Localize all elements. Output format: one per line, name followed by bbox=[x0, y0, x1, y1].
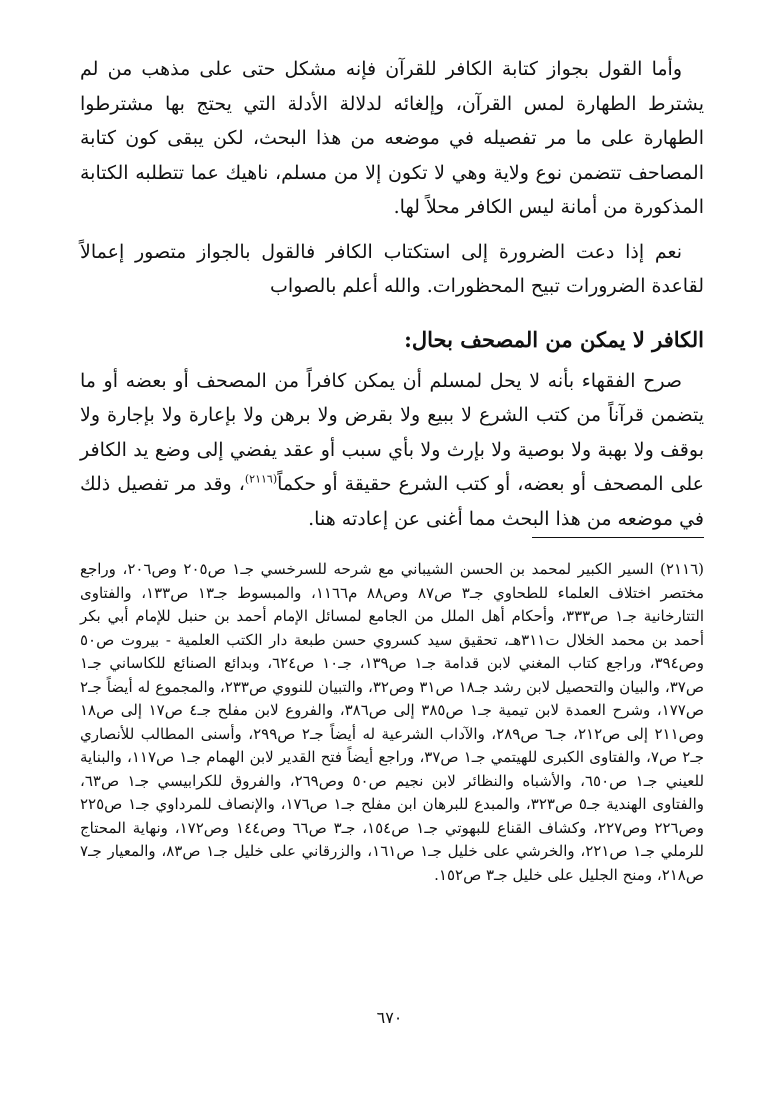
paragraph-2: نعم إذا دعت الضرورة إلى استكتاب الكافر فالقول بالجواز متصور إعمالاً لقاعدة الضرورات تبيح المحظورات. والله أعلم بالصواب bbox=[80, 240, 704, 297]
footnote-reference: (٢١١٦) bbox=[244, 472, 278, 486]
paragraph-1: وأما القول بجواز كتابة الكافر للقرآن فإنه مشكل حتى على مذهب من لم يشترط الطهارة لمس القرآن، وإلغائه لدلالة الأدلة التي يحتج بها مشترطوا الطهارة على ما مر تفصيله في موضعه من هذا البحث، لكن يبقى كون كتابة المصاحف تتضمن نوع ولاية وهي لا تكون إلا من مسلم، ناهيك عما تتطلبه الكتابة المذكورة من أمانة ليس الكافر محلاً لها. bbox=[80, 58, 704, 218]
paragraph-3 bbox=[80, 364, 704, 537]
paragraph-3-text: صرح الفقهاء بأنه لا يحل لمسلم أن يمكن كافراً من المصحف أو بعضه أو ما يتضمن قرآناً من كتب الشرع لا ببيع ولا بقرض ولا برهن ولا بإعارة ولا بإجارة ولا بوقف ولا بهبة ولا بوصية ولا بإرث ولا بأي سبب أو عقد يفضي إلى وضع يد الكافر على المصحف أو بعضه، أو كتب الشرع حقيقة أو حكماً bbox=[80, 369, 704, 495]
footnote: (٢١١٦) السير الكبير لمحمد بن الحسن الشيباني مع شرحه للسرخسي جـ١ ص٢٠٥ وص٢٠٦، وراجع مختصر اختلاف العلماء للطحاوي جـ٣ ص٨٧ وص٨٨ م١١٦٦، والمبسوط جـ١٣ ص١٣٣، والفتاوى التتارخانية جـ١ ص٣٣٣، وأحكام أهل الملل من الجامع لمسائل الإمام أحمد بن حنبل للإمام أبي بكر أحمد بن محمد الخلال ت٣١١هـ، تحقيق سيد كسروي حسن طبعة دار الكتب العلمية - بيروت ص٥٠ وص٣٩٤، وراجع كتاب المغني لابن قدامة جـ١ ص١٣٩، جـ١٠ ص٦٢٤، وبدائع الصنائع للكاساني جـ١ ص٣٧، والبيان والتحصيل لابن رشد جـ١٨ ص٣١ وص٣٢، والتبيان للنووي ص٢٣٣، والمجموع له أيضاً جـ٢ ص١٧٧، وشرح العمدة لابن تيمية جـ١ ص٣٨٥ إلى ص٣٨٦، والفروع لابن مفلح جـ٤ ص١٧ إلى ص١٨ وص٢١١ إلى ص٢١٢، جـ٦ ص٢٨٩، والآداب الشرعية له أيضاً جـ٢ ص٢٩٩، وأسنى المطالب للأنصاري جـ٢ ص٧، والفتاوى الكبرى للهيتمي جـ١ ص٣٧، وراجع أيضاً فتح القدير لابن الهمام جـ١ ص١١٧، والبناية للعيني جـ١ ص٦٥٠، والأشباه والنظائر لابن نجيم ص٥٠ وص٢٦٩، والفروق للكرابيسي جـ١ ص٦٣، والفتاوى الهندية جـ٥ ص٣٢٣، والمبدع للبرهان ابن مفلح جـ١ ص١٧٦، والإنصاف للمرداوي جـ١ ص٢٢٥ وص٢٢٦ وص٢٢٧، وكشاف القناع للبهوتي جـ١ ص١٥٤، جـ٣ ص٦٦ وص١٤٤ وص١٧٢، ونهاية المحتاج للرملي جـ١ ص٢٢١، والخرشي على خليل جـ١ ص١٦١، والزرقاني على خليل جـ١ ص٨٣، والمعيار جـ٧ ص٢١٨، ومنح الجليل على خليل جـ٣ ص١٥٢. bbox=[80, 560, 705, 884]
section-heading: الكافر لا يمكن من المصحف بحال: bbox=[404, 326, 704, 352]
page-body bbox=[80, 52, 704, 536]
paragraph-3-tail: ، وقد مر تفصيل ذلك في موضعه من هذا البحث مما أغنى عن إعادته هنا. bbox=[80, 473, 704, 530]
page-number: ٦٧٠ bbox=[376, 1008, 403, 1027]
footnote-separator bbox=[532, 537, 704, 538]
